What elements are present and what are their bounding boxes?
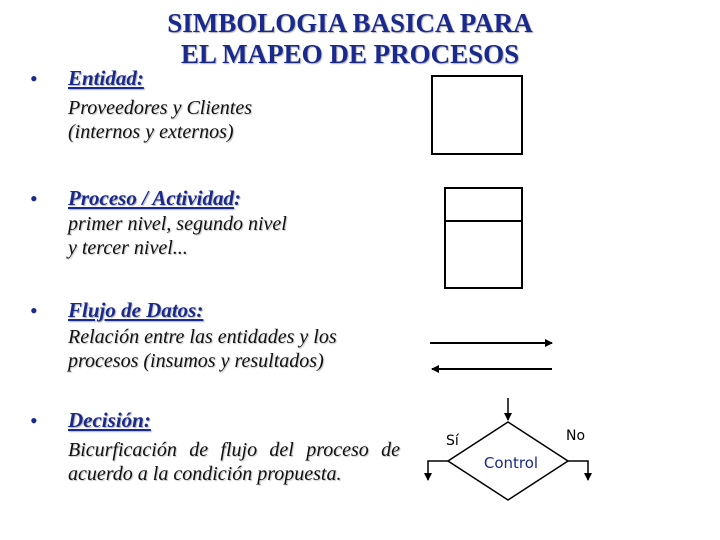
title-line-2: EL MAPEO DE PROCESOS <box>180 39 520 69</box>
item-heading-text: Proceso / Actividad <box>68 186 235 210</box>
decision-no-branch <box>568 461 588 480</box>
bullet: • <box>30 298 38 323</box>
item-description-proceso: primer nivel, segundo nivel y tercer nivel... <box>68 213 287 259</box>
item-heading-suffix: : <box>234 186 242 210</box>
decision-no-label: No <box>566 428 586 444</box>
bullet: • <box>30 186 38 211</box>
bullet: • <box>30 66 38 91</box>
item-heading-text: Decisión: <box>68 408 151 432</box>
item-heading-text: Flujo de Datos: <box>68 298 204 322</box>
bullet: • <box>30 408 38 433</box>
item-description-entidad: Proveedores y Clientes (internos y externos) <box>68 97 253 143</box>
item-heading-text: Entidad: <box>68 66 144 90</box>
title-line-1: SIMBOLOGIA BASICA PARA <box>167 8 533 38</box>
decision-symbol <box>428 398 588 500</box>
process-symbol <box>445 188 522 288</box>
entity-symbol <box>432 76 522 154</box>
decision-yes-label: Sí <box>446 433 459 449</box>
item-description-flujo: Relación entre las entidades y los procesos (insumos y resultados) <box>68 326 337 372</box>
item-description-decision: Bicurficación de flujo del proceso de acuerdo a la condición propuesta. <box>68 439 400 485</box>
decision-label: Control <box>483 454 539 472</box>
decision-yes-branch <box>428 461 448 480</box>
